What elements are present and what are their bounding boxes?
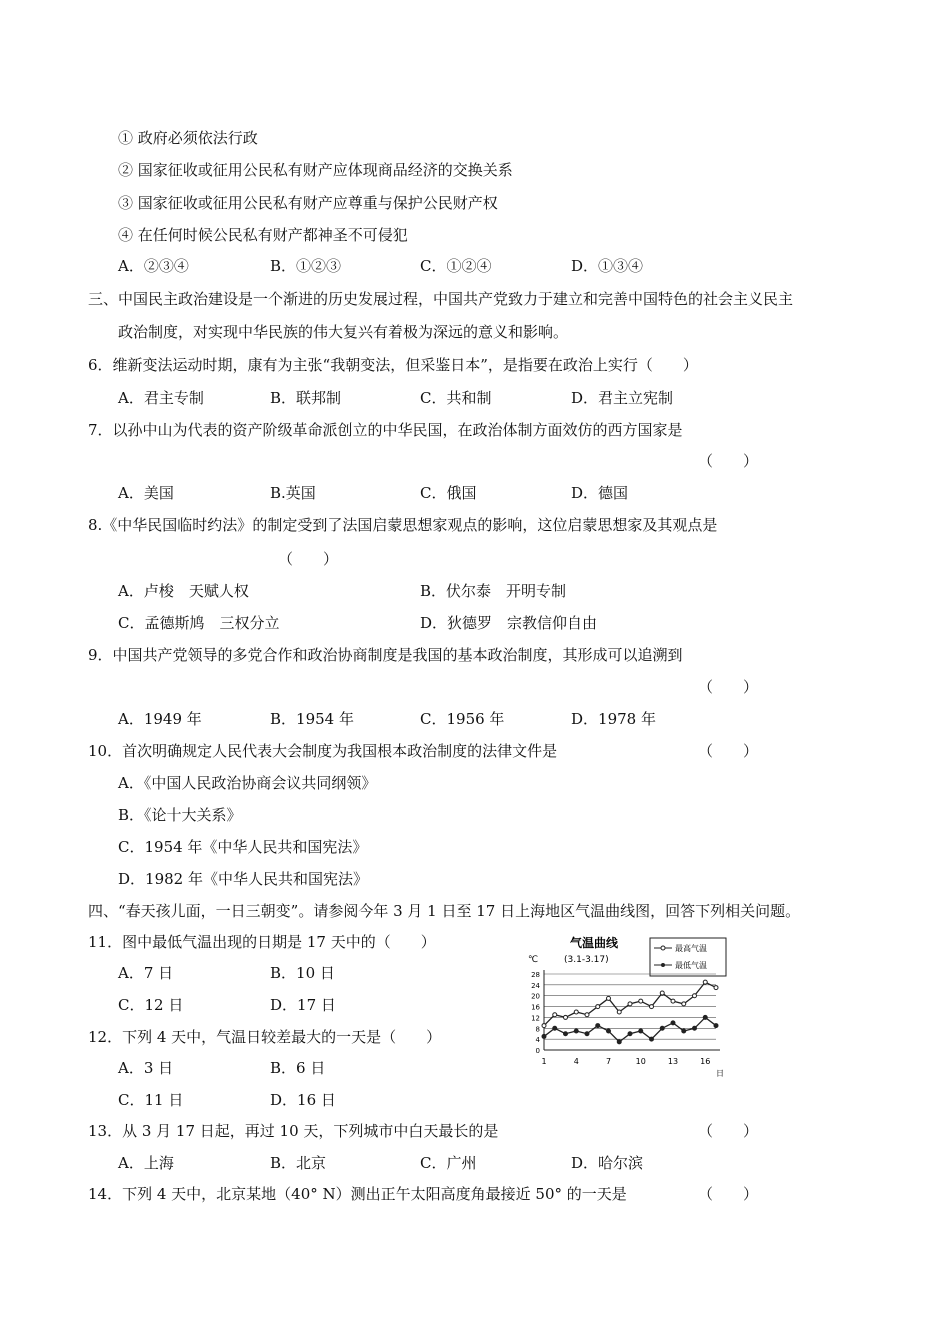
min-temp-point [607, 1029, 611, 1033]
y-tick-label: 16 [531, 1003, 540, 1012]
q12-option-b: B．6 日 [270, 1059, 326, 1077]
q7-option-b: B.英国 [270, 484, 316, 502]
temperature-chart [520, 932, 730, 1080]
max-temp-point [639, 999, 643, 1003]
section-3-heading-cont: 政治制度，对实现中华民族的伟大复兴有着极为深远的意义和影响。 [118, 323, 569, 341]
y-tick-label: 12 [531, 1014, 540, 1023]
q9-option-a: A．1949 年 [118, 710, 202, 728]
min-temp-point [553, 1026, 557, 1030]
q10-option-b: B．《论十大关系》 [118, 806, 242, 824]
max-temp-point [574, 1010, 578, 1014]
q10-option-a: A．《中国人民政治协商会议共同纲领》 [118, 774, 377, 792]
min-temp-point [542, 1034, 546, 1038]
min-temp-point [585, 1032, 589, 1036]
temperature-chart-svg [520, 932, 730, 1080]
max-temp-point [650, 1005, 654, 1009]
q13-option-b: B．北京 [270, 1154, 327, 1172]
option-d: D．①③④ [571, 257, 644, 275]
max-temp-point [671, 999, 675, 1003]
legend-max-marker [661, 946, 665, 950]
q9-answer-blank: （ ） [698, 678, 759, 696]
max-temp-point [682, 1002, 686, 1006]
option-b: B．①②③ [270, 257, 342, 275]
q10-option-c: C．1954 年《中华人民共和国宪法》 [118, 838, 368, 856]
question-6: 6．维新变法运动时期，康有为主张“我朝变法，但采鉴日本”，是指要在政治上实行（ ） [88, 356, 698, 374]
min-temp-point [628, 1032, 632, 1036]
q6-option-d: D．君主立宪制 [571, 389, 674, 407]
max-temp-point [628, 1002, 632, 1006]
q9-option-b: B．1954 年 [270, 710, 354, 728]
question-10: 10．首次明确规定人民代表大会制度为我国根本政治制度的法律文件是 [88, 742, 558, 760]
y-tick-label: 20 [531, 992, 540, 1001]
q6-option-b: B．联邦制 [270, 389, 342, 407]
q7-answer-blank: （ ） [698, 452, 759, 470]
y-tick-label: 0 [535, 1047, 540, 1055]
q12-option-c: C．11 日 [118, 1091, 184, 1109]
y-tick-label: 8 [535, 1025, 540, 1034]
min-temp-point [574, 1029, 578, 1033]
section-3-heading: 三、中国民主政治建设是一个渐进的历史发展过程，中国共产党致力于建立和完善中国特色的社会主义民主 [88, 290, 794, 308]
max-temp-point [542, 1024, 546, 1028]
min-temp-point [671, 1021, 675, 1025]
statement-3: ③ 国家征收或征用公民私有财产应尊重与保护公民财产权 [118, 194, 498, 212]
q8-option-a: A．卢梭 天赋人权 [118, 582, 249, 600]
q12-option-a: A．3 日 [118, 1059, 174, 1077]
question-8: 8.《中华民国临时约法》的制定受到了法国启蒙思想家观点的影响，这位启蒙思想家及其观点是 [88, 516, 718, 534]
chart-legend [650, 938, 726, 976]
min-temp-point [693, 1026, 697, 1030]
x-tick-label: 10 [635, 1057, 646, 1066]
q9-option-d: D．1978 年 [571, 710, 656, 728]
question-12: 12．下列 4 天中，气温日较差最大的一天是（ ） [88, 1028, 442, 1046]
q8-option-c: C．孟德斯鸠 三权分立 [118, 614, 280, 632]
legend-max-label: 最高气温 [675, 944, 707, 953]
max-temp-point [585, 1013, 589, 1017]
chart-subtitle: (3.1-3.17) [564, 955, 609, 965]
min-temp-point [650, 1037, 654, 1041]
statement-2: ② 国家征收或征用公民私有财产应体现商品经济的交换关系 [118, 161, 513, 179]
q10-answer-blank: （ ） [698, 742, 759, 760]
q11-option-d: D．17 日 [270, 996, 336, 1014]
statement-1: ① 政府必须依法行政 [118, 129, 258, 147]
x-tick-label: 13 [667, 1057, 679, 1066]
statement-4: ④ 在任何时候公民私有财产都神圣不可侵犯 [118, 226, 408, 244]
question-14: 14．下列 4 天中，北京某地（40° N）测出正午太阳高度角最接近 50° 的一天是 [88, 1185, 627, 1203]
x-tick-label: 16 [700, 1057, 711, 1066]
y-tick-label: 24 [531, 981, 540, 990]
q7-option-c: C．俄国 [420, 484, 477, 502]
min-temp-point [660, 1026, 664, 1030]
q13-option-c: C．广州 [420, 1154, 477, 1172]
max-temp-point [714, 986, 718, 990]
max-temp-point [607, 996, 611, 1000]
q10-option-d: D．1982 年《中华人民共和国宪法》 [118, 870, 368, 888]
chart-ylabel: ℃ [528, 955, 539, 965]
option-a: A．②③④ [118, 257, 189, 275]
min-temp-point [703, 1015, 707, 1019]
min-temp-point [617, 1040, 621, 1044]
y-tick-label: 28 [531, 971, 540, 979]
q6-option-c: C．共和制 [420, 389, 492, 407]
question-7: 7．以孙中山为代表的资产阶级革命派创立的中华民国，在政治体制方面效仿的西方国家是 [88, 421, 683, 439]
x-tick-label: 1 [541, 1057, 547, 1066]
chart-title: 气温曲线 [570, 936, 619, 950]
q8-option-d: D．狄德罗 宗教信仰自由 [420, 614, 598, 632]
x-tick-label: 4 [573, 1057, 579, 1066]
q12-option-d: D．16 日 [270, 1091, 336, 1109]
min-temp-point [564, 1032, 568, 1036]
y-tick-label: 4 [535, 1036, 540, 1045]
q13-option-d: D．哈尔滨 [571, 1154, 644, 1172]
q7-option-a: A．美国 [118, 484, 174, 502]
q8-option-b: B．伏尔泰 开明专制 [420, 582, 567, 600]
legend-min-label: 最低气温 [675, 961, 707, 970]
q11-option-c: C．12 日 [118, 996, 184, 1014]
max-temp-point [553, 1013, 557, 1017]
min-temp-point [682, 1029, 686, 1033]
q13-answer-blank: （ ） [698, 1122, 759, 1140]
max-temp-point [660, 991, 664, 995]
question-13: 13．从 3 月 17 日起，再过 10 天，下列城市中白天最长的是 [88, 1122, 499, 1140]
q14-answer-blank: （ ） [698, 1185, 759, 1203]
max-temp-point [617, 1010, 621, 1014]
q11-option-b: B．10 日 [270, 964, 335, 982]
max-temp-point [596, 1005, 600, 1009]
min-temp-point [714, 1024, 718, 1028]
chart-xlabel: 日 [716, 1069, 724, 1078]
q11-option-a: A．7 日 [118, 964, 174, 982]
q6-option-a: A．君主专制 [118, 389, 204, 407]
q13-option-a: A．上海 [118, 1154, 174, 1172]
question-11: 11．图中最低气温出现的日期是 17 天中的（ ） [88, 933, 436, 951]
max-temp-point [693, 994, 697, 998]
series-line-min [544, 1017, 716, 1041]
max-temp-point [703, 980, 707, 984]
q7-option-d: D．德国 [571, 484, 629, 502]
option-c: C．①②④ [420, 257, 492, 275]
q8-answer-blank: （ ） [278, 550, 339, 568]
min-temp-point [639, 1029, 643, 1033]
min-temp-point [596, 1024, 600, 1028]
x-tick-label: 7 [605, 1057, 612, 1066]
question-9: 9．中国共产党领导的多党合作和政治协商制度是我国的基本政治制度，其形成可以追溯到 [88, 646, 683, 664]
q9-option-c: C．1956 年 [420, 710, 505, 728]
max-temp-point [564, 1015, 568, 1019]
legend-min-marker [661, 963, 665, 967]
section-4-heading: 四、“春天孩儿面，一日三朝变”。请参阅今年 3 月 1 日至 17 日上海地区气温曲线图，回答下列相关问题。 [88, 902, 801, 920]
